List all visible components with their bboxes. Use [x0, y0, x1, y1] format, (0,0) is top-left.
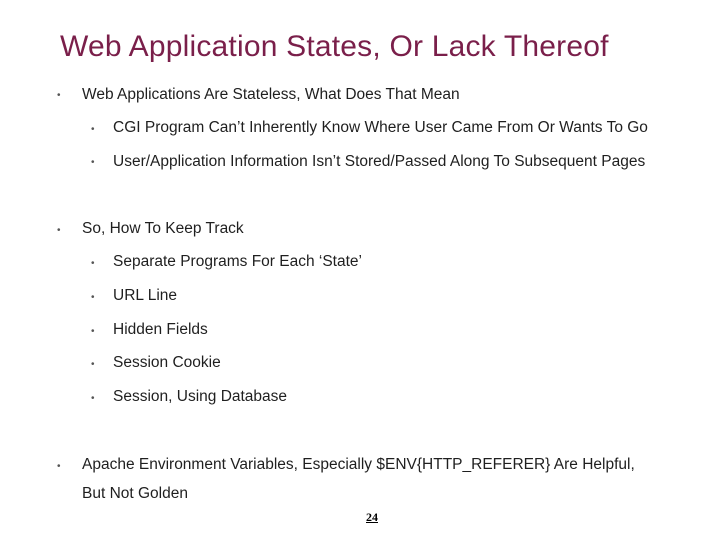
sub-bullet-marker: • — [91, 359, 95, 370]
bullet-2-sub-1: Separate Programs For Each ‘State’ — [113, 253, 362, 270]
sub-bullet-marker: • — [91, 393, 95, 404]
bullet-2-sub-3: Hidden Fields — [113, 321, 208, 338]
bullet-3-text-line1: Apache Environment Variables, Especially $ENV{HTTP_REFERER} Are Helpful, — [82, 456, 635, 473]
sub-bullet-marker: • — [91, 157, 95, 168]
bullet-marker: • — [57, 461, 61, 472]
bullet-1-sub-2: User/Application Information Isn’t Stored/Passed Along To Subsequent Pages — [113, 153, 646, 170]
bullet-2-sub-2: URL Line — [113, 287, 178, 304]
bullet-1-text: Web Applications Are Stateless, What Does That Mean — [82, 86, 460, 103]
bullet-2-sub-4: Session Cookie — [113, 354, 221, 371]
sub-bullet-marker: • — [91, 124, 95, 135]
page-number: 24 — [366, 510, 378, 524]
bullet-2-sub-5: Session, Using Database — [113, 388, 288, 405]
sub-bullet-marker: • — [91, 258, 95, 269]
bullet-2-text: So, How To Keep Track — [82, 220, 244, 237]
slide-title: Web Application States, Or Lack Thereof — [60, 30, 609, 63]
bullet-marker: • — [57, 225, 61, 236]
sub-bullet-marker: • — [91, 326, 95, 337]
bullet-3-text-line2: But Not Golden — [82, 485, 188, 502]
sub-bullet-marker: • — [91, 292, 95, 303]
bullet-1-sub-1: CGI Program Can’t Inherently Know Where User Came From Or Wants To Go — [113, 119, 648, 136]
bullet-marker: • — [57, 90, 61, 101]
